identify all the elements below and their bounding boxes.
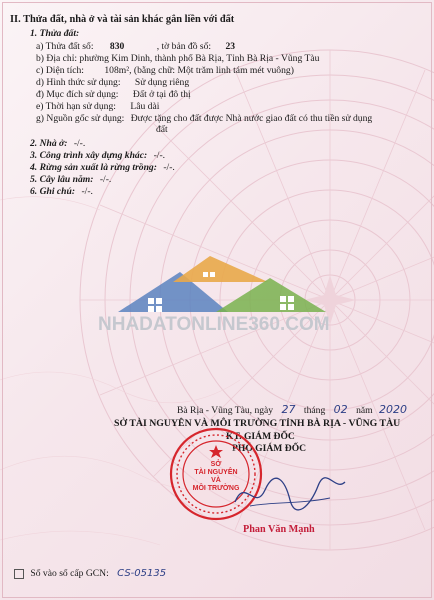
item-planted-forest-value: -/-. <box>163 162 175 173</box>
item-other-construction-value: -/-. <box>153 150 166 161</box>
issuing-org: SỞ TÀI NGUYÊN VÀ MÔI TRƯỜNG TỈNH BÀ RỊA - VŨNG TÀU <box>114 418 401 429</box>
checkbox-icon <box>14 569 24 579</box>
signer-name: Phan Văn Mạnh <box>243 524 315 535</box>
year-label: năm <box>356 405 373 416</box>
map-sheet-value: 23 <box>225 41 236 52</box>
watermark-text: NHADATONLINE360.COM <box>98 314 330 335</box>
item-house <box>30 138 85 149</box>
usage-form-label: d) Hình thức sử dụng: <box>36 77 121 88</box>
usage-form-row <box>36 77 189 88</box>
section-title: II. Thửa đất, nhà ở và tài sản khác gắn liền với đất <box>10 14 235 25</box>
parcel-number-value: 830 <box>109 41 125 52</box>
item-planted-forest <box>30 162 175 173</box>
parcel-number-label: a) Thửa đất số: <box>36 41 94 52</box>
deputy-director: PHÓ GIÁM ĐỐC <box>232 443 307 454</box>
map-sheet-label: , tờ bản đồ số: <box>156 41 212 52</box>
item-perennial-trees <box>30 174 111 185</box>
stamp-line-2: TÀI NGUYÊN <box>194 469 238 476</box>
item-perennial-trees-label: 5. Cây lâu năm: <box>30 174 94 185</box>
item-house-value: -/-. <box>73 138 86 149</box>
item-house-label: 2. Nhà ở: <box>30 138 68 149</box>
handwritten-signature <box>230 472 350 514</box>
land-parcel-row <box>36 41 235 52</box>
date-day: 27 <box>281 403 296 416</box>
stamp-line-3: VÀ <box>211 477 221 484</box>
usage-purpose-value: Đất ở tại đô thị <box>132 89 191 100</box>
date-year: 2020 <box>379 403 407 416</box>
item-other-construction-label: 3. Công trình xây dựng khác: <box>30 150 148 161</box>
item-other-construction <box>30 150 165 161</box>
area-row <box>36 65 294 76</box>
origin-row <box>36 113 372 124</box>
land-heading: 1. Thửa đất: <box>30 28 80 39</box>
gcn-number-label: Số vào sổ cấp GCN: <box>30 568 109 579</box>
item-perennial-trees-value: -/-. <box>99 174 112 185</box>
area-label: c) Diện tích: <box>36 65 84 76</box>
place-date-prefix: Bà Rịa - Vũng Tàu, ngày <box>177 405 274 416</box>
house-logo-watermark <box>118 254 328 316</box>
usage-term-value: Lâu dài <box>130 101 160 112</box>
gcn-number-row <box>14 568 166 579</box>
address-line: b) Địa chỉ: phường Kim Dinh, thành phố Bà Rịa, Tỉnh Bà Rịa - Vũng Tàu <box>36 53 320 64</box>
item-notes-value: -/-. <box>81 186 93 197</box>
item-notes-label: 6. Ghi chú: <box>30 186 76 197</box>
item-notes <box>30 186 93 197</box>
gcn-number-value: CS-05135 <box>117 568 167 579</box>
usage-form-value: Sử dụng riêng <box>134 77 190 88</box>
month-label: tháng <box>303 405 326 416</box>
stamp-line-4: MÔI TRƯỜNG <box>192 485 240 492</box>
usage-purpose-label: đ) Mục đích sử dụng: <box>36 89 119 100</box>
usage-purpose-row <box>36 89 191 100</box>
place-date-line <box>177 404 407 416</box>
origin-label: g) Nguồn gốc sử dụng: <box>36 113 125 124</box>
origin-value: Được tặng cho đất được Nhà nước giao đất có thu tiền sử dụng <box>130 113 373 124</box>
kt-director: KT. GIÁM ĐỐC <box>226 431 295 442</box>
usage-term-label: e) Thời hạn sử dụng: <box>36 101 116 112</box>
origin-value-continued: đất <box>156 124 168 135</box>
item-planted-forest-label: 4. Rừng sản xuất là rừng trồng: <box>30 162 157 173</box>
area-value: 108m², (bằng chữ: Một trăm linh tám mét vuông) <box>104 65 294 76</box>
stamp-line-1: SỞ <box>210 461 222 468</box>
usage-term-row <box>36 101 159 112</box>
date-month: 02 <box>333 403 348 416</box>
